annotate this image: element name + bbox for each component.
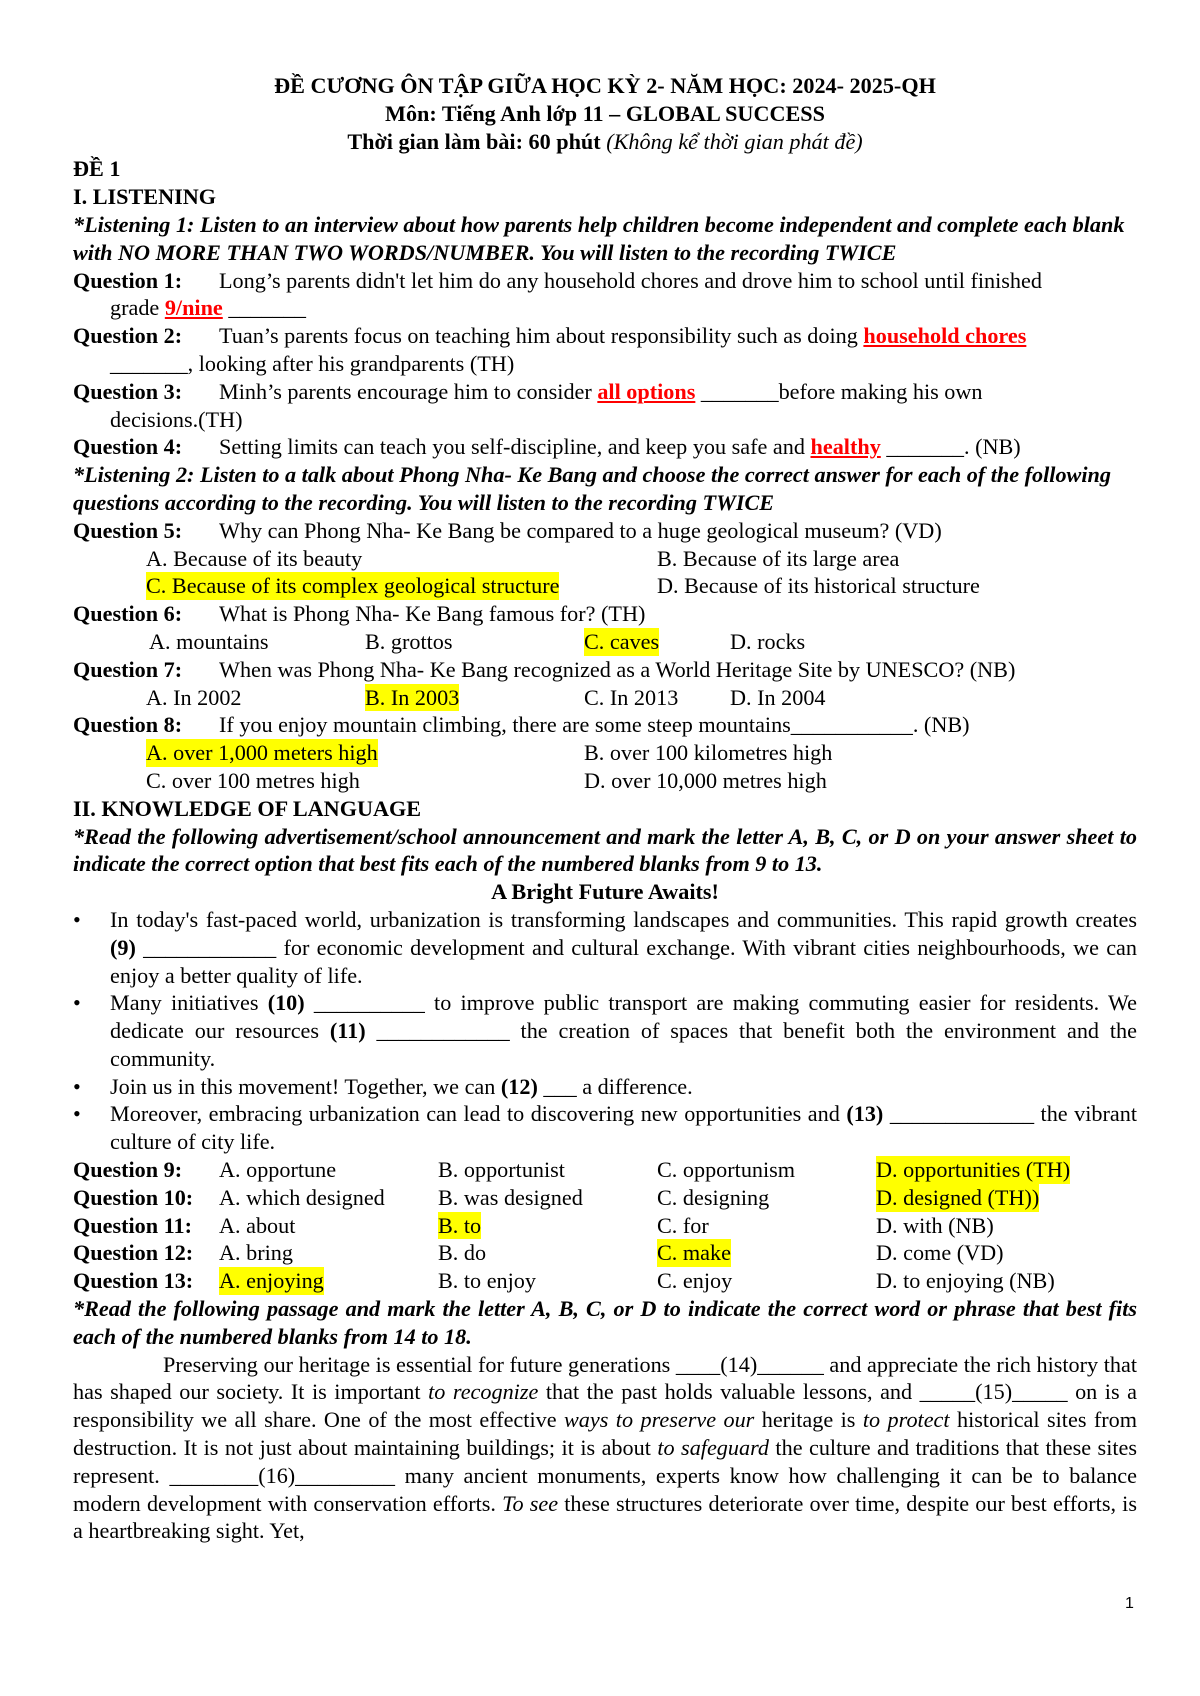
option-a: A. In 2002 <box>146 684 242 710</box>
document-page <box>73 72 1137 1545</box>
option-a: A. Because of its beauty <box>146 545 363 571</box>
option-d: D. rocks <box>730 628 806 654</box>
option-b-correct: B. to <box>438 1212 482 1238</box>
option-c-correct: C. Because of its complex geological structure <box>146 573 560 599</box>
question-4 <box>73 433 1137 461</box>
question-8 <box>73 711 1137 739</box>
option-d: D. over 10,000 metres high <box>584 767 827 793</box>
option-d-correct: D. opportunities (TH) <box>876 1157 1071 1183</box>
question-label: Question 5: <box>73 517 183 543</box>
time-label: Thời gian làm bài: 60 phút <box>347 128 601 154</box>
question-5 <box>73 517 1137 545</box>
options-row <box>73 684 1137 712</box>
option-b: B. opportunist <box>438 1157 565 1183</box>
question-text: Setting limits can teach you self-discipline, and keep you safe and <box>219 434 805 460</box>
option-b: B. was designed <box>438 1184 583 1210</box>
option-a: A. which designed <box>219 1184 385 1210</box>
exam-label: ĐỀ 1 <box>73 156 121 182</box>
doc-title: ĐỀ CƯƠNG ÔN TẬP GIỮA HỌC KỲ 2- NĂM HỌC: 2024- 2025-QH <box>274 73 936 98</box>
question-text: What is Phong Nha- Ke Bang famous for? (TH) <box>219 601 646 627</box>
option-c: C. In 2013 <box>584 684 679 710</box>
question-label: Question 4: <box>73 434 183 460</box>
passage: Preserving our heritage is essential for future generations ____(14)______ and appreciate the rich history that has shaped our society. It is important to recognize that the past holds valuable lessons, and _____(15)_____ on is a responsibility we all share. One of the most effective ways to preserve our heritage is to protect historical sites from destruction. It is not just about maintaining buildings; it is about to safeguard the culture and traditions that these sites represent. ________(16)_________ many ancient monuments, experts know how challenging it can be to balance modern development with conservation efforts. To see these structures deteriorate over time, despite our best efforts, is a heartbreaking sight. Yet, <box>73 1351 1138 1544</box>
question-2 <box>73 322 1137 350</box>
mcq-row <box>73 1267 1137 1295</box>
question-text: When was Phong Nha- Ke Bang recognized as a World Heritage Site by UNESCO? (NB) <box>219 656 1016 682</box>
option-a: A. bring <box>219 1240 293 1266</box>
question-label: Question 10: <box>73 1184 194 1210</box>
doc-time <box>73 128 1137 156</box>
option-c-correct: C. make <box>657 1240 731 1266</box>
question-1 <box>73 267 1137 295</box>
question-3-cont: decisions.(TH) <box>110 406 243 432</box>
option-b: B. grottos <box>365 628 453 654</box>
answer-key: household chores <box>863 323 1027 349</box>
option-b: B. Because of its large area <box>657 545 900 571</box>
option-c: C. designing <box>657 1184 770 1210</box>
option-b: B. to enjoy <box>438 1268 536 1294</box>
question-text: Why can Phong Nha- Ke Bang be compared to a huge geological museum? (VD) <box>219 517 942 543</box>
question-2-cont: _______, looking after his grandparents (TH) <box>110 350 515 376</box>
question-label: Question 7: <box>73 656 183 682</box>
question-label: Question 2: <box>73 323 183 349</box>
option-c: C. for <box>657 1212 709 1238</box>
blank-number: (12) <box>500 1073 538 1099</box>
mcq-row <box>73 1184 1137 1212</box>
question-label: Question 6: <box>73 601 183 627</box>
option-d: D. to enjoying (NB) <box>876 1268 1055 1294</box>
question-label: Question 9: <box>73 1157 183 1183</box>
list-item: • Many initiatives (10) __________ to improve public transport are making commuting easier for residents. We dedicate our resources (11) ____________ the creation of spaces that benefit both the environment and the community. <box>73 990 1137 1071</box>
time-note: (Không kể thời gian phát đề) <box>606 128 863 154</box>
question-3 <box>73 378 1137 406</box>
blank-number: (9) <box>110 934 136 960</box>
options-row <box>73 767 1137 795</box>
option-c: C. over 100 metres high <box>146 767 360 793</box>
mcq-row <box>73 1239 1137 1267</box>
question-text: Long’s parents didn't let him do any household chores and drove him to school until finished <box>219 267 1042 293</box>
bullet-icon: • <box>73 1073 81 1099</box>
option-d: D. Because of its historical structure <box>657 573 980 599</box>
section-heading-language: II. KNOWLEDGE OF LANGUAGE <box>73 795 422 821</box>
question-label: Question 8: <box>73 712 183 738</box>
blank: _______before making his own <box>695 378 983 404</box>
option-c: C. enjoy <box>657 1268 733 1294</box>
question-text: Tuan’s parents focus on teaching him about responsibility such as doing <box>219 323 858 349</box>
blank-number: (11) <box>329 1018 366 1044</box>
question-6 <box>73 600 1137 628</box>
section2-instructions-2: *Read the following passage and mark the letter A, B, C, or D to indicate the correct word or phrase that best fits each of the numbered blanks from 14 to 18. <box>73 1296 1137 1349</box>
blank-number: (10) <box>267 990 305 1016</box>
mcq-row <box>73 1212 1137 1240</box>
question-label: Question 13: <box>73 1268 194 1294</box>
question-label: Question 1: <box>73 267 183 293</box>
question-1-cont <box>73 294 1137 322</box>
option-a: A. mountains <box>149 628 269 654</box>
bullet-icon: • <box>73 906 81 932</box>
mcq-row <box>73 1156 1137 1184</box>
option-c-correct: C. caves <box>584 628 660 654</box>
question-label: Question 3: <box>73 378 183 404</box>
doc-subject: Môn: Tiếng Anh lớp 11 – GLOBAL SUCCESS <box>385 100 825 126</box>
question-label: Question 11: <box>73 1212 192 1238</box>
page-number: 1 <box>1125 1595 1134 1612</box>
option-a-correct: A. enjoying <box>219 1268 324 1294</box>
option-d: D. come (VD) <box>876 1240 1004 1266</box>
list-item: • Moreover, embracing urbanization can lead to discovering new opportunities and (13) _____________ the vibrant culture of city life. <box>73 1101 1138 1155</box>
option-d: D. with (NB) <box>876 1212 994 1238</box>
bullet-icon: • <box>73 1101 81 1127</box>
ad-title: A Bright Future Awaits! <box>491 879 719 905</box>
question-7 <box>73 656 1137 684</box>
option-d: D. In 2004 <box>730 684 826 710</box>
options-row <box>73 739 1137 767</box>
answer-key: all options <box>597 378 696 404</box>
option-b: B. over 100 kilometres high <box>584 740 833 766</box>
section-heading-listening: I. LISTENING <box>73 184 217 210</box>
answer-key: 9/nine <box>164 295 223 321</box>
option-a-correct: A. over 1,000 meters high <box>146 740 378 766</box>
blank: _______. (NB) <box>880 434 1021 460</box>
section2-instructions: *Read the following advertisement/school announcement and mark the letter A, B, C, or D on your answer sheet to indicate the correct option that best fits each of the numbered blanks from 9 to 13. <box>73 823 1137 877</box>
option-c: C. opportunism <box>657 1157 796 1183</box>
options-row <box>73 572 1137 600</box>
option-d-correct: D. designed (TH)) <box>876 1184 1040 1210</box>
options-row <box>73 628 1137 656</box>
option-a: A. about <box>219 1212 296 1238</box>
listening2-instructions: *Listening 2: Listen to a talk about Phong Nha- Ke Bang and choose the correct answer for each of the following questions according to the recording. You will listen to the recording TWICE <box>73 462 1111 515</box>
list-item: • Join us in this movement! Together, we can (12) ___ a difference. <box>73 1073 693 1099</box>
list-item: • In today's fast-paced world, urbanization is transforming landscapes and communities. This rapid growth creates (9) ____________ for economic development and cultural exchange. With vibrant cities neighbourhoods, we can enjoy a better quality of life. <box>73 906 1137 988</box>
answer-key: healthy <box>810 434 881 460</box>
bullet-icon: • <box>73 990 81 1016</box>
option-a: A. opportune <box>219 1157 337 1183</box>
listening1-instructions: *Listening 1: Listen to an interview about how parents help children become independent and complete each blank with NO MORE THAN TWO WORDS/NUMBER. You will listen to the recording TWICE <box>73 211 1125 265</box>
blank-number: (13) <box>846 1101 884 1127</box>
question-text: If you enjoy mountain climbing, there are some steep mountains___________. (NB) <box>219 712 970 738</box>
option-b: B. do <box>438 1240 487 1266</box>
mcq-table <box>73 1156 1137 1295</box>
option-b-correct: B. In 2003 <box>365 684 460 710</box>
options-row <box>73 545 1137 573</box>
question-text: Minh’s parents encourage him to consider <box>219 378 592 404</box>
question-label: Question 12: <box>73 1240 194 1266</box>
blank: _______ <box>222 295 306 321</box>
question-text: grade <box>110 295 160 321</box>
